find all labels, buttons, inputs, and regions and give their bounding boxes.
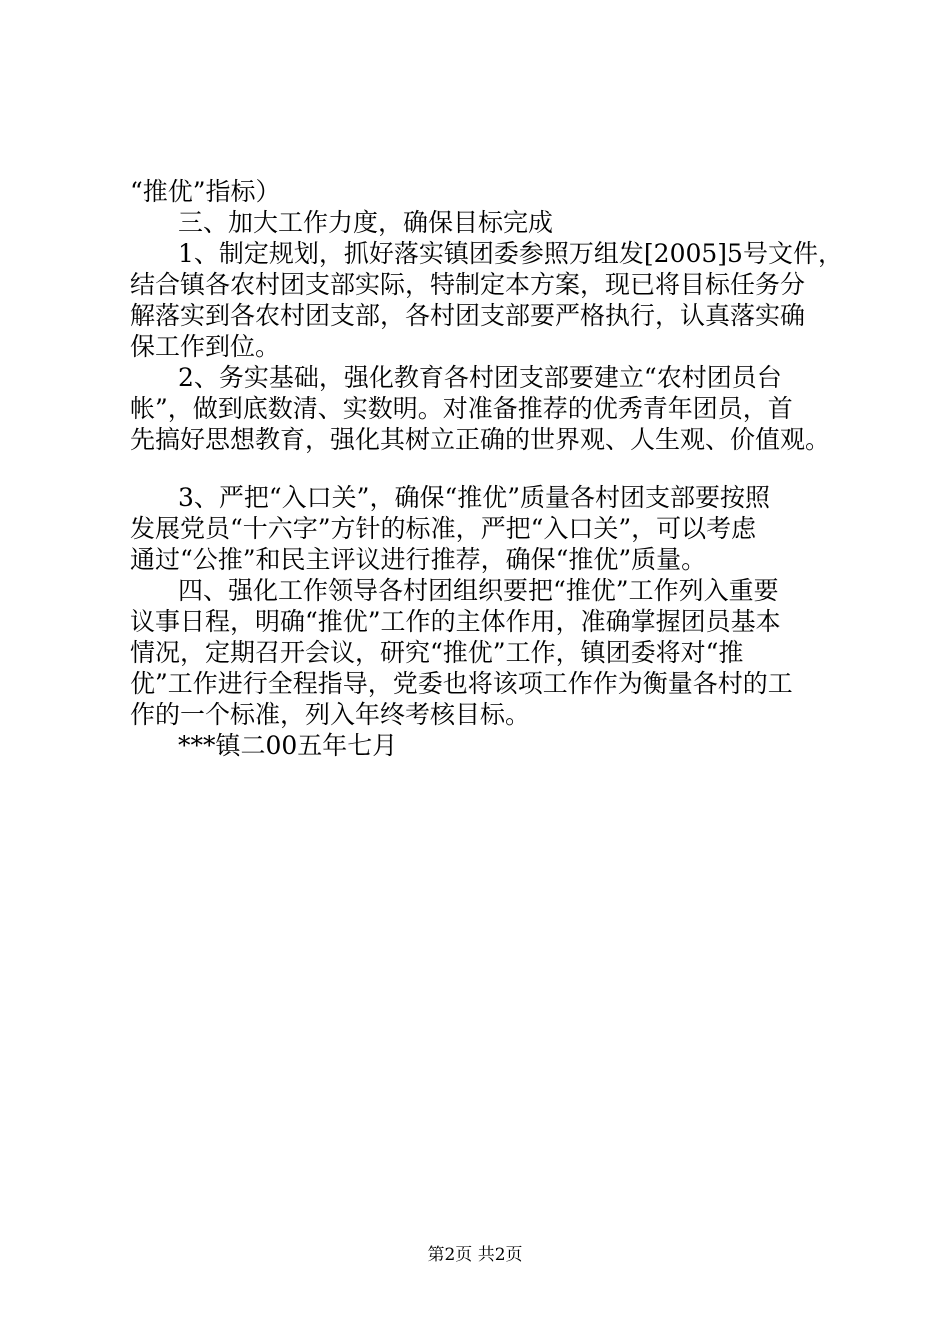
text-line: 保工作到位。: [130, 332, 281, 361]
text-line: 情况，定期召开会议，研究“推优”工作，镇团委将对“推: [130, 638, 744, 667]
text-line: 3、严把“入口关”，确保“推优”质量各村团支部要按照: [178, 483, 771, 512]
text-line: 通过“公推”和民主评议进行推荐，确保“推优”质量。: [130, 545, 707, 574]
text-line: 发展党员“十六字”方针的标准，严把“入口关”，可以考虑: [130, 514, 757, 543]
page-footer: 第2页 共2页: [427, 1245, 523, 1265]
text-line: 1、制定规划，抓好落实镇团委参照万组发[2005]5号文件，: [178, 239, 843, 268]
text-line: 议事日程，明确“推优”工作的主体作用，准确掌握团员基本: [130, 607, 781, 636]
text-line: 优”工作进行全程指导，党委也将该项工作作为衡量各村的工: [130, 669, 793, 698]
text-line: 结合镇各农村团支部实际，特制定本方案，现已将目标任务分: [130, 270, 806, 299]
signature-date: ***镇二00五年七月: [178, 731, 398, 760]
text-line: 帐”，做到底数清、实数明。对准备推荐的优秀青年团员，首: [130, 394, 793, 423]
text-line: 作的一个标准，列入年终考核目标。: [130, 700, 531, 729]
text-line: “推优”指标）: [130, 177, 281, 206]
section-heading: 四、强化工作领导各村团组织要把“推优”工作列入重要: [178, 576, 779, 605]
text-line: 2、务实基础，强化教育各村团支部要建立“农村团员台: [178, 363, 782, 392]
section-heading: 三、加大工作力度，确保目标完成: [178, 208, 554, 237]
text-line: 解落实到各农村团支部，各村团支部要严格执行，认真落实确: [130, 301, 806, 330]
text-line: 先搞好思想教育，强化其树立正确的世界观、人生观、价值观。: [130, 425, 831, 454]
